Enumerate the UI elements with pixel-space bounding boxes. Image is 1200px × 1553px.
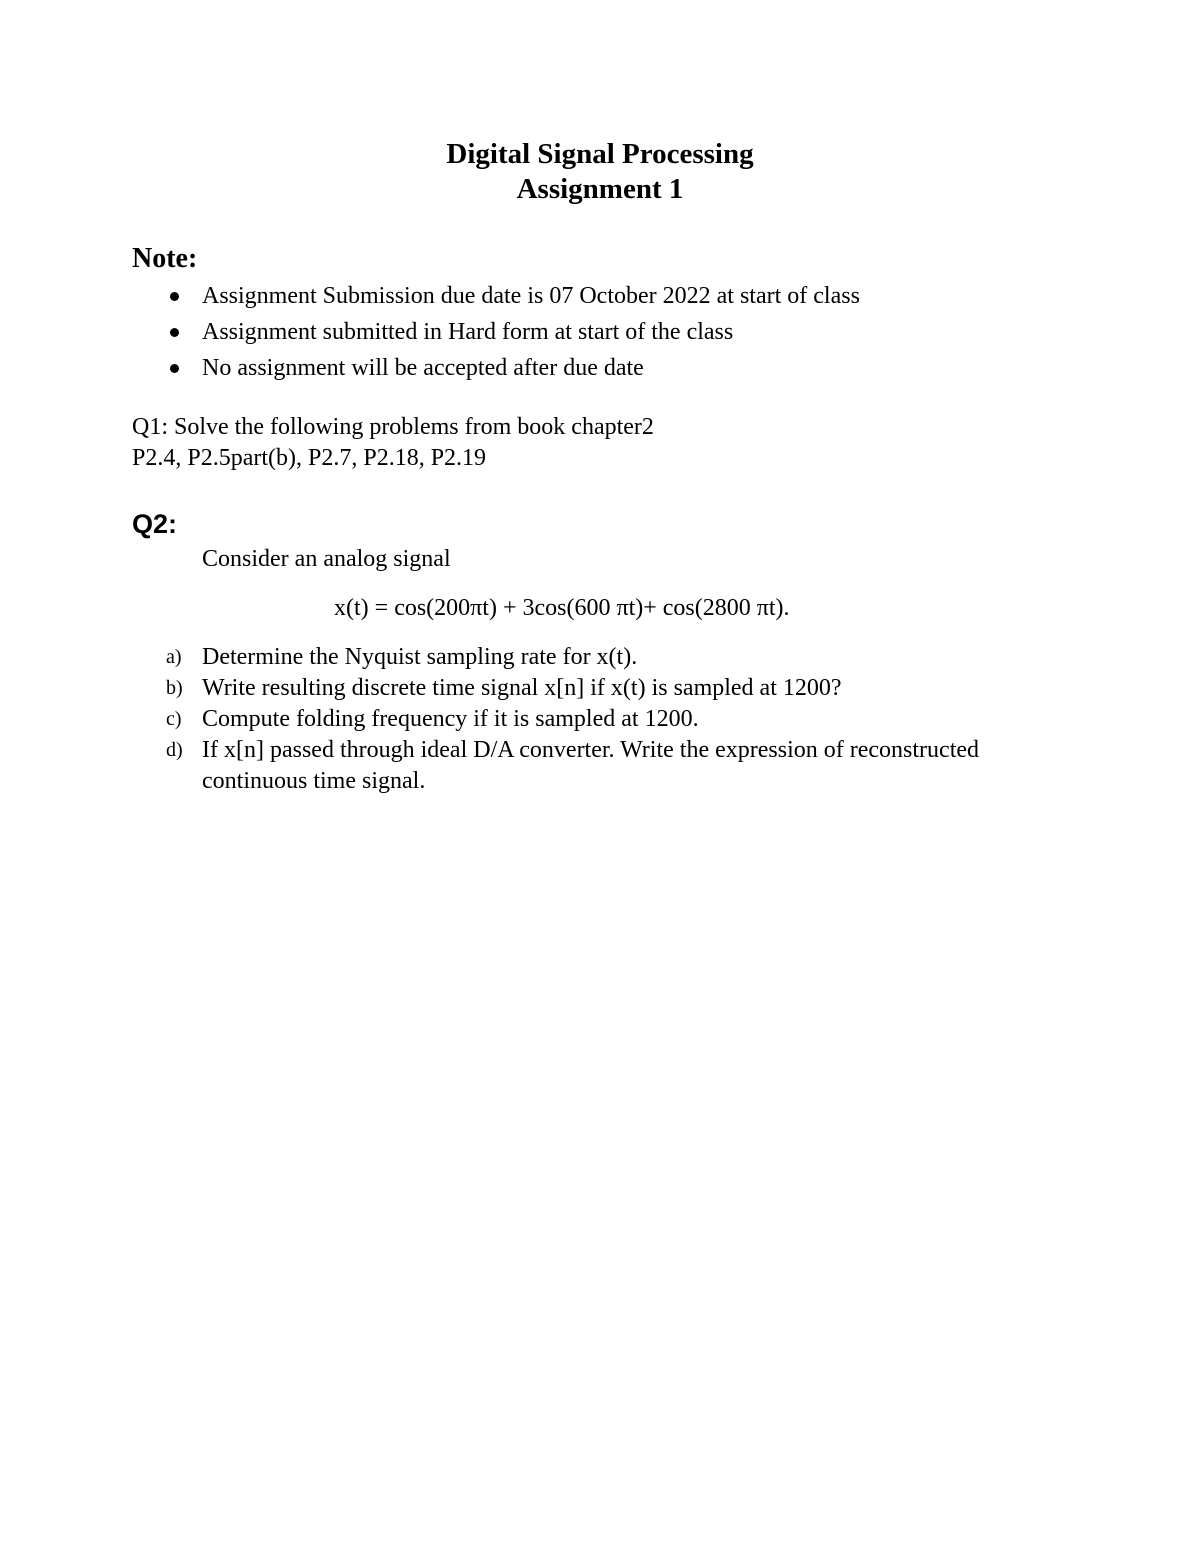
bullet-icon bbox=[170, 328, 179, 337]
note-item bbox=[0, 352, 860, 388]
q2-heading: Q2: bbox=[132, 509, 178, 539]
part-letter: a) bbox=[166, 646, 182, 668]
bullet-icon bbox=[170, 364, 179, 373]
part-text: Compute folding frequency if it is sampled at 1200. bbox=[202, 706, 699, 732]
part-letter: b) bbox=[166, 677, 183, 699]
note-item bbox=[0, 280, 860, 316]
q1-problem-list: P2.4, P2.5part(b), P2.7, P2.18, P2.19 bbox=[132, 445, 487, 471]
q2-part-d bbox=[0, 735, 1002, 797]
document-title: Digital Signal Processing bbox=[446, 138, 754, 170]
signal-equation: x(t) = cos(200πt) + 3cos(600 πt)+ cos(2800 πt). bbox=[334, 595, 790, 621]
note-heading: Note: bbox=[132, 243, 198, 274]
note-item-text: Assignment submitted in Hard form at start of the class bbox=[202, 319, 734, 345]
part-letter: d) bbox=[166, 739, 183, 761]
q2-parts-list bbox=[0, 642, 1002, 797]
note-list bbox=[0, 280, 860, 388]
document-subtitle: Assignment 1 bbox=[516, 173, 684, 205]
q2-part-b bbox=[0, 673, 1002, 704]
part-text: If x[n] passed through ideal D/A converter. Write the expression of reconstructed continuous time signal. bbox=[202, 737, 980, 794]
q2-part-c bbox=[0, 704, 1002, 735]
part-text: Determine the Nyquist sampling rate for x(t). bbox=[202, 644, 638, 670]
bullet-icon bbox=[170, 292, 179, 301]
q2-intro: Consider an analog signal bbox=[202, 546, 451, 572]
part-text: Write resulting discrete time signal x[n] if x(t) is sampled at 1200? bbox=[202, 675, 842, 701]
note-item-text: Assignment Submission due date is 07 October 2022 at start of class bbox=[202, 283, 860, 309]
note-item-text: No assignment will be accepted after due date bbox=[202, 355, 644, 381]
note-item bbox=[0, 316, 860, 352]
q2-part-a bbox=[0, 642, 1002, 673]
part-letter: c) bbox=[166, 708, 182, 730]
q1-instruction: Q1: Solve the following problems from book chapter2 bbox=[132, 414, 654, 440]
